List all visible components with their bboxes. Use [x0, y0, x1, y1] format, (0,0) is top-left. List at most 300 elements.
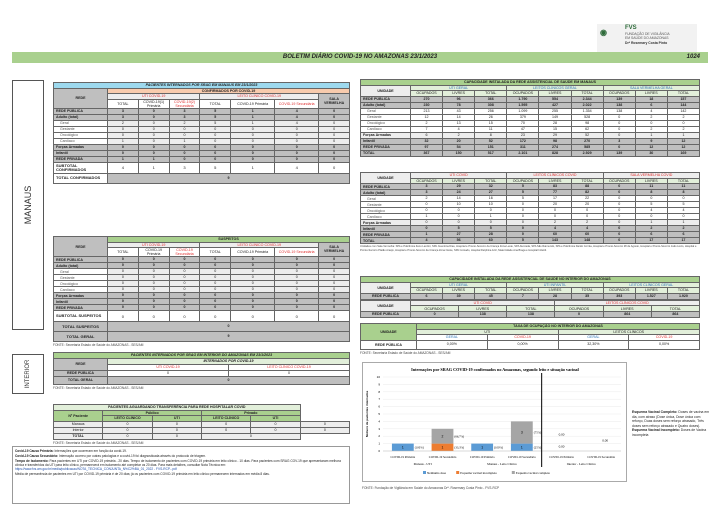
table-cell: 0 — [169, 126, 200, 132]
table-cell: 0 — [201, 421, 250, 427]
table-cell: 0 — [108, 287, 139, 293]
table-cell: 1 — [635, 220, 667, 226]
table-cell: 0 — [231, 299, 275, 305]
data-label: 3 — [520, 430, 523, 435]
table-row — [361, 150, 700, 156]
table-row — [361, 238, 700, 244]
table-cell: 0 — [108, 132, 139, 138]
table-cell: 43 — [443, 108, 475, 114]
table-cell: 0 — [231, 126, 275, 132]
table-cell: 0 — [200, 132, 231, 138]
table-cell: 60 — [539, 232, 571, 238]
table-cell: 0 — [275, 132, 319, 138]
table-cell: 0 — [275, 275, 319, 281]
vaccination-chart — [362, 362, 627, 482]
column-header: COVID-19 Secundária — [275, 248, 319, 257]
table-cell: 828 — [539, 150, 571, 156]
table-cell: 12 — [411, 114, 443, 120]
table-cell: 0 — [200, 287, 231, 293]
table-cell: 151 — [475, 144, 507, 150]
table-cell: 0 — [319, 126, 350, 132]
manaus-suspects-table: REDE SUSPEITOS UTI COVID-19 LEITO CLÍNICO COVID-19 SALA VERMELHA TOTAL COVID-19 Primária COVID-19 Secundária TOTAL COVID-19 Primária COVID-19 Secundária REDE PÚBLICA 0 0 0 0 0 0 0 Adulto (total) 0 0 0 0 0 0 0 Geral 0 0 0 0 0 0 0 Gestante 0 0 0 0 0 0 0 Oncológico 0 0 0 0 0 0 0 Cardíaco 0 0 0 0 0 0 0 Forças Armadas 0 0 0 0 0 0 0 Infantil 0 0 0 0 0 0 0 REDE PRIVADA 0 0 0 0 0 0 0 SUBTOTAL SUSPEITOS 0 0 0 0 0 0 0 TOTAL SUSPEITOS 0 TOTAL GERAL 9 FONTE: Secretaria Estado de Saúde do AMAZONAS - SES/AM — [53, 236, 350, 347]
row-label: Interior — [54, 427, 103, 433]
table-cell: 0 — [539, 208, 571, 214]
table-cell: 308 — [475, 102, 507, 108]
table-cell: 142 — [667, 108, 699, 114]
table-cell: 0 — [603, 144, 635, 150]
table-cell: 0 — [319, 275, 350, 281]
column-header: TOTAL — [200, 99, 231, 108]
table-cell: 393 — [603, 293, 635, 299]
table-cell: 0 — [603, 220, 635, 226]
table-cell: 10 — [475, 202, 507, 208]
table-cell: 148 — [571, 238, 603, 244]
table-cell: 3 — [108, 114, 139, 120]
table-cell: 3 — [411, 190, 443, 196]
x-tick-label: COVID-19 Secundária — [508, 455, 536, 459]
source-note: FONTE: Secretaria Estado de Saúde do AMAZONAS - SES/AM — [53, 343, 144, 348]
table-cell: 11 — [667, 184, 699, 190]
x-tick-label: COVID-19 Primária — [549, 455, 574, 459]
table-cell: 2 — [635, 126, 667, 132]
table-cell: 0 — [275, 299, 319, 305]
table-cell: 0 — [138, 293, 169, 299]
row-label: Infantil — [54, 150, 108, 156]
table-cell: 0 — [319, 144, 350, 150]
column-header: TOTAL — [667, 178, 699, 184]
table-cell: 1 — [108, 156, 139, 162]
table-cell: 149 — [539, 114, 571, 120]
table-cell: 585 — [571, 144, 603, 150]
table-cell: 4 — [275, 114, 319, 120]
interior-hospitalized-table: PACIENTES INTERNADOS POR SRAG EM INTERIOR DO AMAZONAS EM 23/1/2023 REDE INTERNADOS POR COVID-19 UTI COVID-19 LEITO CLÍNICO COVID-19 REDE PÚBLICA 0 0 TOTAL GERAL 0 FONTE: Secretaria Estado de Saúde do AMAZONAS - SES/AM — [53, 352, 350, 390]
table-cell: 4 — [108, 162, 139, 173]
capacity-manaus-table: CAPACIDADE INSTALADA DA REDE ASSISTENCIAL DE SAÚDE EM MANAUS UNIDADE UTI GERAL LEITOS CLÍNICOS GERAL SALA VERMELHA GERAL OCUPADOS LIVRES TOTAL OCUPADOS LIVRES TOTAL OCUPADOS LIVRES TOTAL REDE PÚBLICA 270 96 366 1.790 554 2.344 139 18 157 Adulto (total) 230 78 308 1.595 427 2.022 138 6 144 Geral 213 43 256 1.099 255 1.354 138 4 142 Gestante 12 14 26 379 149 528 0 2 2 Oncológico 2 13 15 70 28 98 0 0 0 Cardíaco 7 4 11 47 15 62 0 2 2 Forças Armadas 6 2 8 23 29 52 0 1 1 Infantil 32 20 52 172 98 270 3 9 12 REDE PRIVADA 97 54 151 311 274 585 0 12 12 TOTAL 367 150 517 2.101 828 2.929 139 30 169 — [360, 79, 700, 157]
row-label: Oncológico — [54, 281, 108, 287]
table-cell: 0 — [108, 257, 139, 263]
table-cell: 0 — [200, 275, 231, 281]
table-cell: 0 — [108, 144, 139, 150]
table-cell: 3 — [411, 184, 443, 190]
table-cell: 0 — [200, 299, 231, 305]
table-cell: 0 — [275, 156, 319, 162]
table-cell: 5 — [507, 190, 539, 196]
data-label: 1 — [520, 445, 523, 450]
table-cell: 70 — [507, 120, 539, 126]
row-label: Geral — [361, 108, 411, 114]
table-cell: 0 — [319, 311, 350, 322]
table-cell: 39 — [443, 293, 475, 299]
table-cell: 0 — [231, 269, 275, 275]
row-label: Adulto (total) — [54, 263, 108, 269]
table-cell: 0 — [603, 202, 635, 208]
table-cell: 864 — [651, 311, 699, 317]
table-cell: 172 — [507, 138, 539, 144]
column-header: LIVRES — [635, 91, 667, 97]
zero-label: 0,00 — [558, 444, 565, 449]
fvs-logo: ◉ FVS FUNDAÇÃO DE VIGILÂNCIA EM SAÚDE DO AMAZONAS Drª Rosemary Costa Pinto — [597, 24, 697, 52]
column-header: TOTAL — [667, 91, 699, 97]
table-cell: 2 — [539, 220, 571, 226]
table-cell: 26 — [475, 114, 507, 120]
table-cell: 3 — [169, 108, 200, 114]
table-cell: 1.595 — [507, 102, 539, 108]
column-header: COVID-19 Secundária — [275, 99, 319, 108]
table-cell: 2 — [635, 114, 667, 120]
bulletin-title: BOLETIM DIÁRIO COVID-19 NO AMAZONAS 23/1/2023 — [282, 54, 438, 60]
table-cell: 3 — [169, 162, 200, 173]
table-cell: 28 — [539, 120, 571, 126]
row-label: Infantil — [361, 226, 411, 232]
row-label: Cardíaco — [54, 287, 108, 293]
table-cell: 0 — [319, 281, 350, 287]
table-cell: 0 — [108, 299, 139, 305]
x-tick-label: COVID-19 Secundária — [428, 455, 457, 459]
table-cell: 0 — [411, 202, 443, 208]
interior-section-label: INTERIOR — [12, 354, 44, 394]
table-cell: 47 — [507, 126, 539, 132]
table-cell: 0 — [603, 214, 635, 220]
percent-label: (66,7%) — [454, 434, 465, 439]
table-cell: 0 — [169, 311, 200, 322]
table-cell: 0 — [138, 311, 169, 322]
table-cell: 1.099 — [507, 108, 539, 114]
table-cell: 1 — [667, 220, 699, 226]
table-cell: 270 — [571, 138, 603, 144]
table-cell: 0 — [443, 220, 475, 226]
table-cell: 0 — [319, 287, 350, 293]
table-cell: 0 — [275, 287, 319, 293]
table-cell: 0 — [475, 208, 507, 214]
table-cell: 2 — [411, 196, 443, 202]
row-label: REDE PÚBLICA — [361, 311, 411, 317]
table-cell: 0 — [231, 150, 275, 156]
table-cell: 7 — [411, 126, 443, 132]
table-cell: 1 — [667, 132, 699, 138]
table-cell: 8 — [667, 190, 699, 196]
table-cell: 0 — [603, 190, 635, 196]
table-cell: 0 — [275, 126, 319, 132]
table-cell: 0 — [138, 269, 169, 275]
table-cell: 0 — [201, 427, 250, 433]
table-cell: 0 — [231, 275, 275, 281]
table-cell: 0 — [319, 299, 350, 305]
y-tick-label: 8 — [378, 389, 380, 394]
chart-svg — [363, 363, 628, 483]
table-cell: 4 — [667, 208, 699, 214]
table-cell: 0 — [169, 293, 200, 299]
table-cell: 379 — [507, 114, 539, 120]
y-tick-label: 3 — [378, 426, 380, 431]
row-label: Infantil — [361, 138, 411, 144]
table-cell: 5 — [200, 108, 231, 114]
table-cell: 0 — [603, 196, 635, 202]
column-header: OCUPADOS — [507, 288, 539, 294]
table-cell: 0 — [138, 150, 169, 156]
table-cell: 0 — [231, 287, 275, 293]
table-cell: 17 — [539, 196, 571, 202]
table-cell: 0 — [555, 311, 603, 317]
row-label: REDE PRIVADA — [361, 144, 411, 150]
table-cell: 0 — [138, 257, 169, 263]
table-cell: 0 — [169, 299, 200, 305]
chart-title: Internações por SRAG COVID-19 confirmados no Amazonas, segundo leito e situação vacinal — [411, 367, 579, 372]
table-cell: 8 — [635, 190, 667, 196]
table-cell: 11 — [475, 126, 507, 132]
row-label: REDE PÚBLICA — [54, 108, 108, 114]
table-cell: 11 — [635, 184, 667, 190]
percent-label: (100%) — [494, 445, 504, 450]
column-header: TOTAL — [200, 248, 231, 257]
y-axis-label: Número de pacientes internados — [365, 390, 369, 438]
column-header: LIVRES — [635, 288, 667, 294]
table-cell: 83 — [539, 184, 571, 190]
table-cell: 52 — [571, 132, 603, 138]
table-cell: 4 — [635, 208, 667, 214]
column-header: COVID-19 Primária — [231, 248, 275, 257]
column-header: LIVRES — [603, 306, 651, 312]
table-cell: 138 — [603, 108, 635, 114]
legend-swatch — [456, 471, 459, 474]
table-cell: 0 — [231, 281, 275, 287]
table-cell: 0 — [138, 108, 169, 114]
chart-source: FONTE: Fundação de Vigilância em Saúde do Amazonas Drª. Rosemary Costa Pinto - FVS-RCP — [362, 486, 500, 490]
column-header: LIVRES — [539, 288, 571, 294]
table-cell: 1 — [411, 214, 443, 220]
column-header: TOTAL — [108, 99, 139, 108]
table-cell: 139 — [603, 150, 635, 156]
table-cell: 0 — [108, 305, 139, 311]
table-cell: 0 — [300, 421, 349, 427]
data-label: 1 — [481, 445, 484, 450]
row-label: Forças Armadas — [54, 144, 108, 150]
table-cell: 14 — [443, 196, 475, 202]
table-cell: 1 — [231, 120, 275, 126]
table-cell: 62 — [571, 126, 603, 132]
table-cell: 0 — [200, 263, 231, 269]
column-header: TOTAL — [667, 288, 699, 294]
table-cell: 5 — [667, 202, 699, 208]
column-header: TOTAL — [571, 91, 603, 97]
y-tick-label: 2 — [378, 434, 380, 439]
table-cell: 0 — [169, 144, 200, 150]
column-header: OCUPADOS — [411, 288, 443, 294]
table-cell: 2 — [635, 226, 667, 232]
table-cell: 150 — [443, 150, 475, 156]
table-cell: 4 — [571, 226, 603, 232]
group-label: Manaus - UTI — [413, 462, 432, 466]
table-cell: 98 — [539, 138, 571, 144]
table-cell: 0 — [200, 126, 231, 132]
row-label: REDE PÚBLICA — [361, 96, 411, 102]
table-cell: 0 — [200, 305, 231, 311]
table-cell: 15 — [539, 126, 571, 132]
table-cell: 0 — [603, 184, 635, 190]
table-cell: 5 — [507, 184, 539, 190]
capacity-covid-table: UNIDADE UTI COVID LEITOS CLÍNICOS COVID SALA VERMELHA COVID OCUPADOS LIVRES TOTAL OCUPADOS LIVRES TOTAL OCUPADOS LIVRES TOTAL REDE PÚBLICA 3 29 32 5 83 88 0 11 11 Adulto (total) 3 24 27 5 77 82 0 8 8 Geral 2 14 16 5 17 22 0 0 0 Gestante 0 10 10 0 20 20 0 5 5 Oncológico 0 0 0 0 0 0 0 4 4 Cardíaco 1 0 1 0 0 0 0 0 0 Forças Armadas 0 0 0 0 2 2 0 1 1 Infantil 0 5 5 0 4 4 0 2 2 REDE PRIVADA 1 27 28 0 60 60 0 6 6 TOTAL 4 56 60 5 143 148 0 17 17 Unidades com Sala Vermelha: SPA e Policlínica Zeno Lanzini, SPA Joventina Dias, Hospital e Pronto-Socorro da Criança Zona Leste, SPA Alvorada, SPA São Raimundo, SPA e Policlínica Danilo Corrêa, Hospital e Pronto-Socorro 28 de Agosto, Hospital e Pronto-Socorro João Lúcio, Hospital e Pronto-Socorro Platão Araújo, Hospital e Pronto-Socorro da Criança Zona Oeste, SPA Coroado, Hospital Delphina Aziz, Maternidade Ana Braga e Hospital Infantil. — [360, 172, 700, 252]
table-cell: 29 — [539, 132, 571, 138]
table-cell: 12 — [667, 144, 699, 150]
table-cell: 0 — [275, 257, 319, 263]
table-cell: 139 — [603, 96, 635, 102]
table-cell: 0 — [319, 108, 350, 114]
column-header: LIVRES — [539, 178, 571, 184]
y-tick-label: 5 — [378, 412, 380, 416]
table-cell: 0 — [275, 311, 319, 322]
table-cell: 0 — [138, 138, 169, 144]
y-tick-label: 0 — [378, 449, 380, 453]
table-cell: 1.920 — [667, 293, 699, 299]
table-cell: 1 — [231, 114, 275, 120]
table-cell: 0 — [108, 275, 139, 281]
table-cell: 0 — [169, 305, 200, 311]
row-label: Cardíaco — [361, 214, 411, 220]
capacity-interior-table: CAPACIDADE INSTALADA DA REDE ASSISTENCIAL DE SAÚDE NO INTERIOR DO AMAZONAS UNIDADE UTI GERAL UTI INFANTIL LEITOS CLÍNICOS GERAL OCUPADOS LIVRES TOTAL OCUPADOS LIVRES TOTAL OCUPADOS LIVRES TOTAL REDE PÚBLICA 6 39 45 7 28 35 393 1.527 1.920 UNIDADE UTI COVID LEITOS CLÍNICOS COVID OCUPADOS LIVRES TOTAL OCUPADOS LIVRES TOTAL REDE PÚBLICA 0 138 138 0 864 864 — [360, 276, 700, 318]
table-cell: 0 — [169, 269, 200, 275]
table-cell: 0 — [231, 293, 275, 299]
table-cell: 0 — [231, 156, 275, 162]
table-cell: 0 — [138, 144, 169, 150]
table-cell: 0 — [231, 144, 275, 150]
table-cell: 0 — [319, 120, 350, 126]
table-cell: 1 — [635, 132, 667, 138]
table-cell: 28 — [539, 293, 571, 299]
row-label: REDE PRIVADA — [361, 232, 411, 238]
bulletin-number: 1024 — [686, 54, 700, 60]
table-cell: 2 — [169, 120, 200, 126]
table-cell: 0 — [169, 156, 200, 162]
table-cell: 0 — [231, 311, 275, 322]
table-cell: 0 — [411, 220, 443, 226]
x-tick-label: COVID-19 Secundária — [587, 455, 615, 459]
table-cell: 0 — [169, 275, 200, 281]
table-cell: 0 — [152, 421, 201, 427]
table-cell: 4 — [275, 108, 319, 114]
table-cell: 98 — [571, 120, 603, 126]
column-header: OCUPADOS — [603, 178, 635, 184]
table-cell: 0 — [200, 138, 231, 144]
column-header: OCUPADOS — [411, 306, 459, 312]
table-cell: 2 — [411, 120, 443, 126]
row-label: Gestante — [54, 126, 108, 132]
row-label: TOTAL — [361, 150, 411, 156]
table-cell: 32 — [411, 138, 443, 144]
table-cell: 4 — [275, 162, 319, 173]
table-cell: 13 — [443, 120, 475, 126]
column-header: COVID-19 Primária — [231, 99, 275, 108]
column-header: LIVRES — [443, 91, 475, 97]
table-cell: 3 — [603, 138, 635, 144]
table-cell: 0 — [319, 305, 350, 311]
notes-box: Covid-19 Causa Primária: Internações que ocorreram em função da covid-19. Covid-19 Causa Secundária: Internação ocorreu por outras patologias e a covid-19 foi diagnosticada através do protocolo de triagem. Tempo de Isolamento: Para pacientes em UTI por COVID-19 primária - 20 dias. Tempo de isolamento de pacientes com COVID-19 primária em leito clínico - 10 dias. Para pacientes com SRAG COV-19 que apresentaram melhora clínica e transferidos da UTI para leito clínico, permanecerá em isolamento até completar os 20 dias. Para mais detalhes, consultar Nota Técnica em: https://www.fvs.am.gov.br/media/publicacao/NOTA_TECNICA_CONJUNTA_N%C2%BA_01_2022 - FVS-RCP...pdf Média de permanência de pacientes em UTI por COVID-19 primária é de 20 dias; já os pacientes com COVID-19 primária em leito clínico permanecem internados em média 8 dias. — [12, 446, 350, 504]
row-label: Gestante — [54, 275, 108, 281]
table-cell: 1 — [108, 138, 139, 144]
table-cell: 0 — [507, 226, 539, 232]
table-cell: 0 — [138, 126, 169, 132]
table-cell: 138 — [507, 311, 555, 317]
table-cell: 0 — [319, 263, 350, 269]
table-cell: 864 — [603, 311, 651, 317]
table-cell: 0 — [411, 226, 443, 232]
table-cell: 0 — [319, 150, 350, 156]
table-cell: 0 — [635, 214, 667, 220]
table-cell: 28 — [475, 232, 507, 238]
table-cell: 29 — [443, 184, 475, 190]
table-row — [54, 311, 350, 322]
table-cell: 1 — [411, 232, 443, 238]
row-label: SUBTOTAL CONFIRMADOS — [54, 162, 108, 173]
row-label: REDE PÚBLICA — [54, 257, 108, 263]
table-cell: 0 — [169, 263, 200, 269]
y-tick-label: 1 — [378, 441, 380, 446]
table-cell: 0 — [103, 421, 152, 427]
table-cell: 0 — [443, 214, 475, 220]
table-cell: 45 — [475, 293, 507, 299]
table-cell: 0 — [275, 263, 319, 269]
legend-label: Esquema vacinal completo — [515, 470, 551, 475]
table-cell: 0 — [138, 263, 169, 269]
row-label: REDE PRIVADA — [54, 305, 108, 311]
table-cell: 0 — [603, 232, 635, 238]
table-cell: 0 — [411, 311, 459, 317]
row-label: Adulto (total) — [54, 114, 108, 120]
row-label: Gestante — [361, 202, 411, 208]
table-cell: 0 — [169, 150, 200, 156]
column-header: OCUPADOS — [411, 91, 443, 97]
table-cell: 1 — [475, 214, 507, 220]
table-cell: 0 — [108, 293, 139, 299]
column-header: COVID-19 Primária — [138, 248, 169, 257]
table-cell: 24 — [443, 190, 475, 196]
table-cell: 0 — [275, 305, 319, 311]
table-cell: 3 — [169, 114, 200, 120]
row-label: REDE PRIVADA — [54, 156, 108, 162]
table-cell: 0 — [251, 427, 300, 433]
row-label: Oncológico — [361, 120, 411, 126]
table-cell: 0 — [507, 208, 539, 214]
technical-note-link[interactable]: https://www.fvs.am.gov.br/media/publicacao/NOTA_TECNICA_CONJUNTA_N%C2%BA_01_2022 - FVS-RCP...pdf — [15, 467, 177, 472]
table-cell: 5 — [635, 202, 667, 208]
column-header: COVID-19(1) Primária — [138, 99, 169, 108]
table-cell: 32 — [475, 184, 507, 190]
table-cell: 7 — [507, 293, 539, 299]
table-cell: 0 — [108, 269, 139, 275]
table-cell: 1.527 — [635, 293, 667, 299]
table-cell: 0 — [200, 311, 231, 322]
column-header: OCUPADOS — [507, 91, 539, 97]
table-cell: 144 — [667, 102, 699, 108]
table-cell: 6 — [667, 232, 699, 238]
table-cell: 0 — [108, 281, 139, 287]
table-cell: 0 — [507, 232, 539, 238]
table-cell: 20 — [539, 202, 571, 208]
table-cell: 0 — [231, 305, 275, 311]
table-cell: 12 — [635, 144, 667, 150]
table-cell: 0 — [539, 214, 571, 220]
table-cell: 0 — [603, 126, 635, 132]
table-cell: 0 — [275, 138, 319, 144]
table-cell: 256 — [475, 108, 507, 114]
table-cell: 0 — [200, 156, 231, 162]
table-cell: 366 — [475, 96, 507, 102]
table-cell: 143 — [539, 238, 571, 244]
table-cell: 213 — [411, 108, 443, 114]
table-cell: 0 — [108, 263, 139, 269]
table-cell: 6 — [411, 132, 443, 138]
table-cell: 0 — [507, 220, 539, 226]
table-cell: 14 — [443, 114, 475, 120]
row-label: Cardíaco — [54, 138, 108, 144]
